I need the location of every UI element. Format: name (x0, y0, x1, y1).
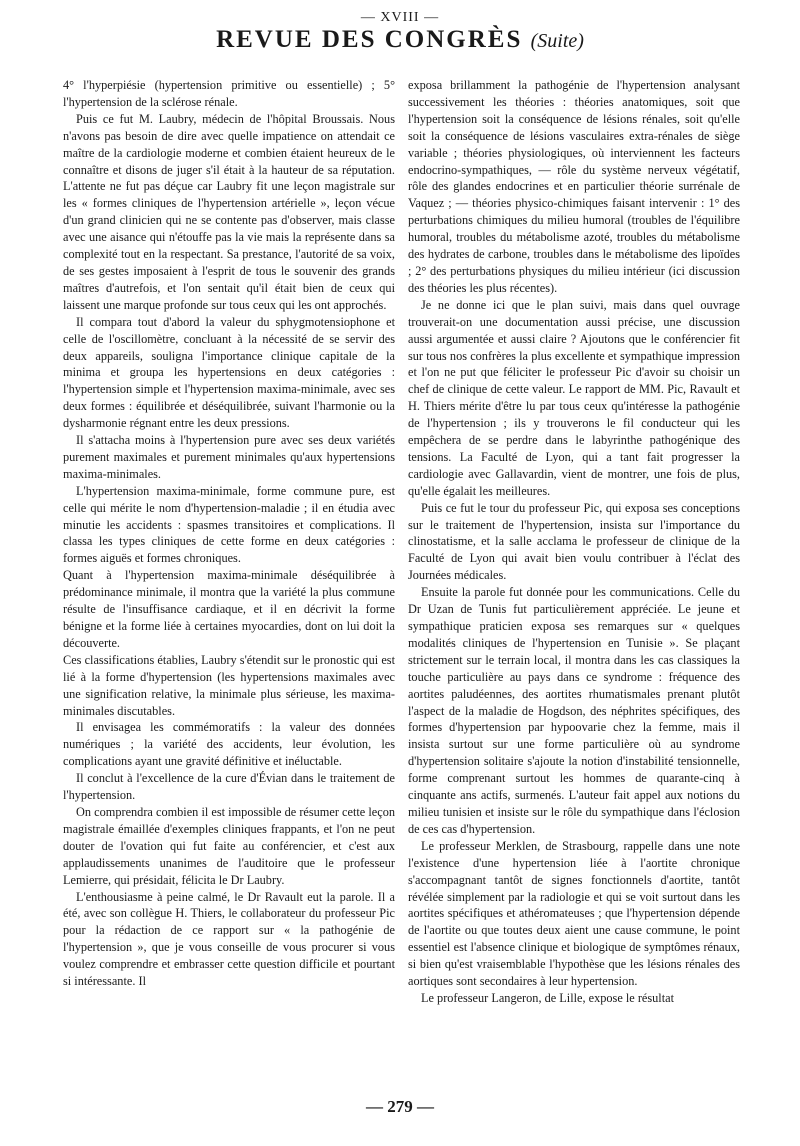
paragraph: Quant à l'hypertension maxima-minimale déséquilibrée à prédominance minimale, il montra que la variété la plus commune résulte de l'insuffisance cardiaque, et il en décrivit la forme bénigne et la forme liée à certaines myocardies, dont on lui doit la découverte. (63, 568, 395, 650)
paragraph: Je ne donne ici que le plan suivi, mais dans quel ouvrage trouverait-on une documentation aussi précise, une discussion aussi argumentée et aussi claire ? Ajoutons que le conférencier fit sur tous nos confrères la plus excellente et sympathique impression et l'on ne put que féliciter le professeur Pic d'avoir su choisir un chef de clinique de cette valeur. Le rapport de MM. Pic, Ravault et H. Thiers mérite d'être lu par tous ceux qu'intéresse la pathogénie de l'hypertension ; ils y trouverons le fil conducteur qui les empêchera de se perdre dans le labyrinthe pathogénique des tensions. La Faculté de Lyon, qui a tant fait progresser la cardiologie avec Gallavardin, vient de montrer, une fois de plus, qu'elle égalait les meilleures. (408, 297, 740, 498)
page-number-roman: — XVIII — (360, 10, 440, 25)
journal-title-suite: (Suite) (530, 30, 584, 52)
paragraph: Il compara tout d'abord la valeur du sphygmotensiophone et celle de l'oscillomètre, concluant à la nécessité de se servir des deux appareils, souligna l'importance clinique capitale de la minima et groupa les hypertensions en deux catégories : l'hypertension simple et l'hypertension maxima-minimale, avec ses deux formes : équilibrée et déséquilibrée, suivant l'harmonie ou la dysharmonie régnant entre les deux pressions. (63, 314, 395, 431)
paragraph: Il envisagea les commémoratifs : la valeur des données numériques ; la variété des accidents, leur évolution, les complications ayant une gravité définitive et inéluctable. (63, 720, 395, 769)
paragraph: Le professeur Langeron, de Lille, expose le résultat (421, 990, 675, 1005)
journal-title-text: REVUE DES CONGRÈS (216, 26, 523, 53)
paragraph: exposa brillamment la pathogénie de l'hypertension analysant successivement les théories : théories anatomiques, soit que l'hypertension soit la conséquence de lésions rénales, soit qu'elle soit la conséquence de lésions vasculaires extra-rénales de siège variable ; théories physiologiques, où interviennent les facteurs endocrino-sympathiques, — rôle du système nerveux végétatif, rôle des glandes endocrines et en particulier théorie surrénale de Vaquez ; — théories physico-chimiques faisant intervenir : 1° des perturbations chimiques du milieu humoral (troubles de l'équilibre humoral, troubles du métabolisme azoté, troubles du métabolisme des hydrates de carbone, troubles dans le métabolisme des lipoïdes ; 2° des perturbations physiques du milieu intérieur (ici discussion des théories les plus récentes). (408, 78, 740, 295)
paragraph: On comprendra combien il est impossible de résumer cette leçon magistrale émaillée d'exemples cliniques frappants, et l'on ne peut douter de l'ovation qui fut faite au conférencier, et c'est aux applaudissements unanimes de l'auditoire que le professeur Lemierre, qui présidait, félicita le Dr Laubry. (63, 804, 395, 887)
paragraph: Puis ce fut le tour du professeur Pic, qui exposa ses conceptions sur le traitement de l'hypertension, insista sur l'importance du clinostatisme, et la salle acclama le professeur de clinique de la Faculté de Lyon qui avait bien voulu contribuer à l'éclat des Journées médicales. (408, 500, 740, 583)
paragraph: L'hypertension maxima-minimale, forme commune pure, est celle qui mérite le nom d'hypertension-maladie ; il en étudia avec minutie les accidents : spasmes transitoires et complications. Il classa les types cliniques de cette forme en deux catégories : formes aiguës et formes chroniques. (63, 483, 395, 566)
paragraph: 4° l'hyperpiésie (hypertension primitive ou essentielle) ; 5° l'hypertension de la sclérose rénale. (63, 78, 395, 109)
journal-title (0, 26, 800, 54)
page-number: — 279 — (366, 1097, 434, 1116)
paragraph: Il s'attacha moins à l'hypertension pure avec ses deux variétés purement maximales et purement minimales qu'aux hypertensions maxima-minimales. (63, 433, 395, 481)
paragraph: Le professeur Merklen, de Strasbourg, rappelle dans une note l'existence d'une hypertension liée à l'aortite chronique s'accompagnant tantôt de signes fonctionnels d'aortite, tantôt révélée simplement par la radiologie et qui se voit surtout dans les aortites spécifiques et athéromateuses ; que l'hypertension dépende de l'aortite ou que toutes deux aient une cause commune, le point essentiel est l'absence clinique et biologique de symptômes rénaux, si bien qu'est vraisemblable l'hypothèse que les lésions rénales des aortiques sont secondaires à leur hypertension. (408, 838, 740, 989)
left-column (63, 77, 395, 990)
paragraph: Ces classifications établies, Laubry s'étendit sur le pronostic qui est lié à la forme d'hypertension (les hypertensions maximales avec une signification relative, la minimale plus sérieuse, les maxima-minimales discutables. (63, 652, 395, 718)
paragraph: Puis ce fut M. Laubry, médecin de l'hôpital Broussais. Nous n'avons pas besoin de dire avec quelle impatience on attendait ce maître de la cardiologie moderne et combien étaient heureux de le connaître et disons de juger s'il était à la hauteur de sa réputation. L'attente ne fut pas déçue car Laubry fit une leçon magistrale sur les « formes cliniques de l'hypertension artérielle », leçon vécue d'un grand clinicien qui ne se contente pas d'observer, mais classe avec une aisance qui n'étouffe pas la vie mais la représente dans sa complexité tout en la respectant. Sa prestance, l'autorité de sa voix, de ses gestes imposaient à l'esprit de tous le souvenir des grands maîtres d'autrefois, et l'on sentait qu'il était bien de ceux qui laissent une marque profonde sur tous ceux qui les ont approchés. (63, 111, 395, 312)
right-column (408, 77, 740, 1007)
paragraph: Il conclut à l'excellence de la cure d'Évian dans le traitement de l'hypertension. (63, 771, 395, 803)
paragraph: Ensuite la parole fut donnée pour les communications. Celle du Dr Uzan de Tunis fut particulièrement appréciée. Le jeune et sympathique praticien exposa ses remarques sur « quelques modalités cliniques de l'hypertension en Tunisie ». Se plaçant strictement sur le terrain local, il montra dans les cas classiques la touche particulière au pays dans ce syndrome : fréquence des aortites paludéennes, des aortites rhumatismales prenant plutôt l'aspect de la maladie de Hogdson, des néphrites spécifiques, des formes d'hypertension par hypoovarie chez la femme, mais il insista surtout sur une forme particulière où au syndrome d'hypertension solitaire s'ajoute la notion d'instabilité tensionnelle, forme comprenant surtout les hommes de quarante-cinq à cinquante ans actifs, surmenés. L'auteur fait appel aux notions du milieu tunisien et insiste sur le rôle du sympathique dans l'éclosion de ces cas d'hypertension. (408, 585, 740, 836)
paragraph: L'enthousiasme à peine calmé, le Dr Ravault eut la parole. Il a été, avec son collègue H. Thiers, le collaborateur du professeur Pic pour la rédaction de ce rapport sur « la pathogénie de l'hypertension », que je vous conseille de vous procurer si vous voulez comprendre et embrasser cette question difficile et pourtant si intéressante. Il (63, 889, 395, 989)
